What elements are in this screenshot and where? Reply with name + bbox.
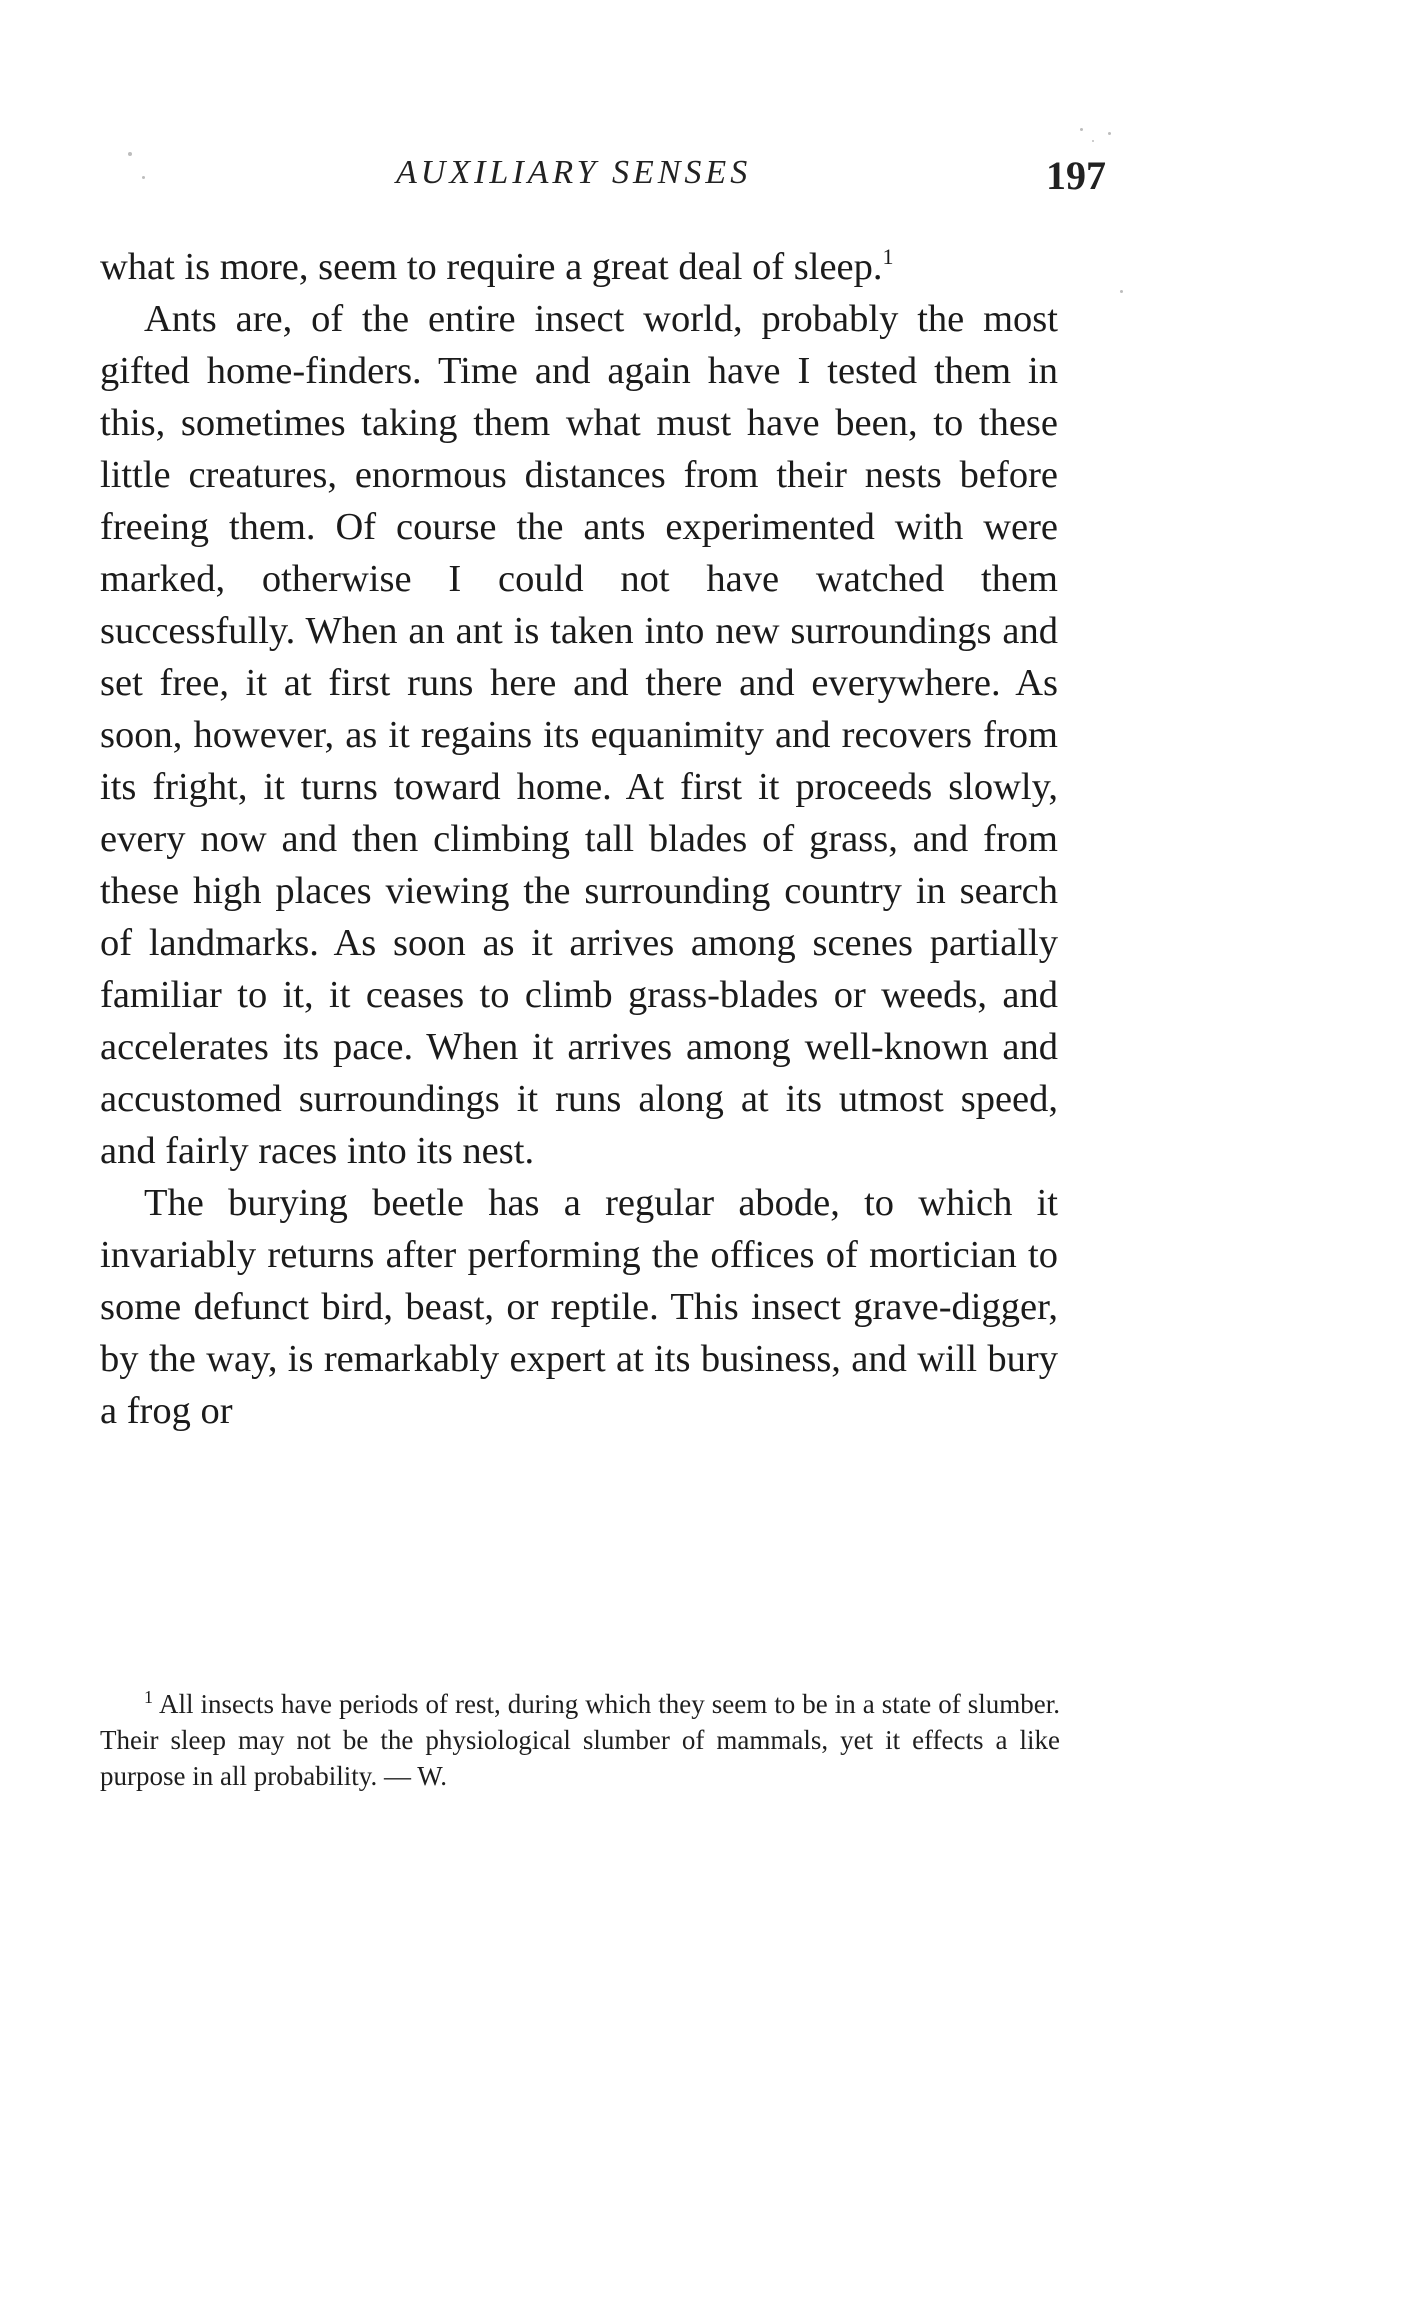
scan-speck: [1080, 128, 1083, 131]
footnote-reference: 1: [882, 244, 894, 269]
paragraph-ants: Ants are, of the entire insect world, probably the most gifted home-finders. Time and again have I tested them in this, sometimes taking them what must have been, to these little creatures, enormous distances from their nests before freeing them. Of course the ants experimented with were marked, otherwise I could not have watched them successfully. When an ant is taken into new surroundings and set free, it at first runs here and there and everywhere. As soon, however, as it regains its equanimity and recovers from its fright, it turns toward home. At first it proceeds slowly, every now and then climbing tall blades of grass, and from these high places viewing the surrounding country in search of landmarks. As soon as it arrives among scenes partially familiar to it, it ceases to climb grass-blades or weeds, and accelerates its pace. When it arrives among well-known and accustomed surroundings it runs along at its utmost speed, and fairly races into its nest.: [100, 298, 1058, 1172]
scan-speck: [1092, 140, 1094, 142]
paragraph-text: what is more, seem to require a great deal of sleep.: [100, 246, 883, 288]
scan-speck: [128, 152, 132, 156]
footnote: [100, 1686, 1060, 1794]
footnote-text: All insects have periods of rest, during which they seem to be in a state of slumber. Their sleep may not be the physiological slumber of mammals, yet it effects a like purpose in all probability. — W.: [100, 1689, 1060, 1791]
paragraph-continuation: [100, 241, 1058, 293]
footnote-number: 1: [144, 1687, 153, 1707]
paragraph-burying-beetle: The burying beetle has a regular abode, to which it invariably returns after performing the offices of mortician to some defunct bird, beast, or reptile. This insect grave-digger, by the way, is remarkably expert at its business, and will bury a frog or: [100, 1182, 1058, 1432]
footnotes: [100, 1686, 1060, 1794]
running-head: [100, 150, 1120, 210]
scan-speck: [1108, 132, 1111, 135]
body-text: [100, 241, 1058, 1437]
page-number: 197: [1046, 153, 1106, 198]
scan-speck: [142, 176, 145, 179]
running-title: AUXILIARY SENSES: [396, 154, 752, 191]
scan-speck: [1120, 290, 1123, 293]
